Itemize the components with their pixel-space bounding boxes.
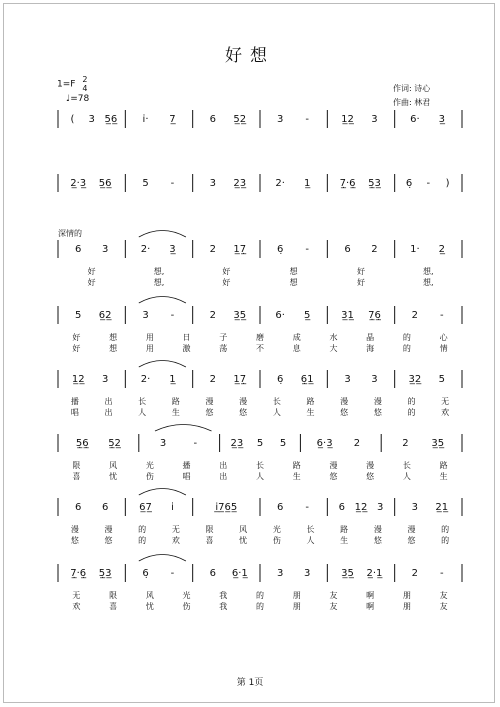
slur [155,425,212,432]
note: ) [445,178,450,189]
note: 1· [410,244,420,255]
lyric-syllable: 想 [289,267,298,276]
lyric-syllable: 心 [439,333,448,342]
lyric-syllable: 伤 [272,536,281,545]
lyric-syllable: 漫 [70,525,79,534]
lyric-syllable: 播 [70,397,79,406]
lyric-syllable: 无 [171,525,180,534]
lyric-syllable: 好 [72,333,81,342]
lyric-syllable: 人 [272,408,281,417]
lyric-syllable: 的 [256,602,264,611]
lyric-syllable: 的 [138,536,147,545]
lyric-syllable: 伤 [145,472,154,481]
lyric-syllable: 风 [145,591,154,600]
lyric-syllable: 人 [138,408,147,417]
lyric-syllable: 悠 [340,408,349,417]
lyric-syllable: 喜 [109,602,118,611]
note: 3 [411,502,419,513]
note: 7̣̲6̣̲ [368,310,381,321]
note: 3̲5̲ [431,438,445,449]
lyric-syllable: 伤 [182,602,191,611]
note: 2 [402,438,409,449]
lyric-syllable: 磨 [256,333,264,342]
lyric-syllable: 朋 [402,591,411,600]
lyric-syllable: 好 [87,278,96,287]
lyric-syllable: 忧 [239,536,248,545]
lyric-syllable: 喜 [205,536,214,545]
lyric-syllable: 的 [441,536,450,545]
lyric-syllable: 想 [289,278,298,287]
note: 3 [277,114,284,125]
note: 3 [344,374,351,385]
lyric-syllable: 的 [407,397,416,406]
lyric-syllable: 风 [109,461,118,470]
lyric-syllable: 限 [72,461,81,470]
note: 2̲3̲ [233,178,247,189]
note: 1̲ [169,374,176,385]
lyric-syllable: 路 [439,461,448,470]
lyric-syllable: 想 [109,333,118,342]
note: 6̲·1̲ [231,568,248,579]
lyric-syllable: 光 [145,461,154,470]
note: - [439,568,444,579]
lyric-syllable: 出 [104,397,113,406]
note: i̲7̲6̲5̲ [215,502,238,513]
lyric-syllable: 欢 [72,602,81,611]
note: 5̲2̲ [233,114,247,125]
lyric-syllable: 悠 [104,536,113,545]
lyric-syllable: 喜 [72,472,81,481]
lyric-syllable: 悠 [373,536,382,545]
note: i̇· [142,114,149,125]
lyric-syllable: 长 [402,461,411,470]
lyric-syllable: 的 [402,344,411,353]
lyric-syllable: 想 [109,344,118,353]
note: - [170,310,175,321]
lyric-syllable: 生 [306,408,315,417]
lyric-syllable: 漫 [373,397,382,406]
lyric-syllable: 忧 [109,472,118,481]
lyric-syllable: 好 [87,267,96,276]
note: - [193,438,198,449]
note: 3̲5̲ [341,568,354,579]
note: 2̲·1̲ [366,568,383,579]
expression-mark: 深情的 [58,229,82,238]
note: 2̲·3̲ [70,178,87,189]
lyric-syllable: 生 [292,472,301,481]
lyric-syllable: 漫 [366,461,375,470]
lyric-syllable: 想, [423,267,434,276]
lyric-syllable: 日 [182,333,191,342]
note: 6 [101,502,109,513]
time-signature-bottom: 4 [82,84,88,93]
lyric-syllable: 想, [153,278,165,287]
note: 6̲7̲ [139,502,152,513]
note: 5 [438,374,445,385]
note: 5 [279,438,287,449]
lyric-syllable: 大 [329,344,338,353]
lyric-syllable: 悠 [366,472,375,481]
note: 5̣̲2̲ [108,438,121,449]
note: 5 [142,178,149,189]
note: ( [70,114,75,125]
lyric-syllable: 欢 [441,408,450,417]
lyric-syllable: 播 [182,461,191,470]
note: 5̲6̲ [104,114,118,125]
lyric-syllable: 友 [329,602,338,611]
note: 1̲2̲ [341,114,354,125]
note: 1̲2̲ [71,374,85,385]
quarter-note-icon: ♩ [66,94,71,104]
lyric-syllable: 悠 [205,408,214,417]
lyric-syllable: 唱 [70,408,79,417]
lyric-syllable: 漫 [329,461,338,470]
lyric-syllable: 的 [402,333,411,342]
note: 2· [140,244,151,255]
note: - [170,568,175,579]
note: 3̲5̲ [233,310,247,321]
lyric-syllable: 的 [138,525,147,534]
slur [139,489,186,496]
note: 5 [75,310,82,321]
note: 6̣ [142,568,149,579]
lyric-syllable: 子 [219,333,228,342]
key-signature: 1=F [57,79,76,90]
lyric-syllable: 悠 [373,408,382,417]
note: 3 [159,438,167,449]
lyric-syllable: 我 [219,602,228,611]
note: 5̲6̲ [98,178,112,189]
lyric-syllable: 悠 [239,408,248,417]
note: 6 [75,502,82,513]
song-title: 好想 [225,46,275,66]
lyric-syllable: 风 [239,525,248,534]
lyric-syllable: 长 [306,525,315,534]
lyric-syllable: 啊 [366,591,375,600]
note: 7̣̲·6̣̲ [70,568,87,579]
note: 3 [209,178,217,189]
lyric-syllable: 我 [219,591,228,600]
composer-credit: 作曲: 林君 [393,98,431,107]
lyric-syllable: 的 [407,408,416,417]
note: 6 [209,114,217,125]
lyric-syllable: 啊 [366,602,375,611]
note: 6̣ [405,178,413,189]
lyric-syllable: 路 [306,397,315,406]
lyric-syllable: 用 [145,333,154,342]
note: 6̣̲1̲ [300,374,314,385]
note: - [170,178,175,189]
tempo-value: =78 [70,94,90,104]
note: 5 [256,438,264,449]
note: 6· [410,114,420,125]
lyric-syllable: 好 [222,267,231,276]
page-number: 第 1页 [236,678,264,688]
note: - [439,310,444,321]
lyric-syllable: 激 [182,344,191,353]
note: - [305,244,309,255]
lyric-syllable: 光 [272,525,281,534]
lyric-syllable: 长 [272,397,281,406]
lyric-syllable: 荡 [219,344,228,353]
lyric-syllable: 友 [439,591,448,600]
lyric-syllable: 晶 [366,333,375,342]
lyric-syllable: 漫 [205,397,214,406]
note: 3 [371,374,378,385]
lyric-syllable: 漫 [340,397,349,406]
note: 1̲7̣̲ [233,374,247,385]
lyric-syllable: 出 [219,472,228,481]
note: 2̲1̲ [435,502,449,513]
note: 6̲·3̲ [316,438,333,449]
note: - [426,178,431,189]
lyric-syllable: 想, [423,278,434,287]
lyric-syllable: 悠 [407,536,416,545]
lyric-syllable: 漫 [239,397,248,406]
note: 5̣̲3̲ [368,178,381,189]
lyric-syllable: 的 [256,591,264,600]
slur [139,361,186,368]
note: 6̲2̲ [98,310,112,321]
lyric-syllable: 用 [145,344,154,353]
note: 1̲2̲ [354,502,368,513]
note: 2 [209,244,217,255]
note: 2· [140,374,151,385]
lyric-syllable: 光 [182,591,191,600]
note: 2̲3̲ [230,438,244,449]
lyric-syllable: 的 [441,525,450,534]
note: 7̣̲·6̣̲ [339,178,356,189]
lyric-syllable: 长 [256,461,264,470]
lyric-syllable: 漫 [373,525,382,534]
lyric-syllable: 好 [72,344,81,353]
lyric-syllable: 息 [292,344,301,353]
time-signature-top: 2 [82,75,88,84]
lyric-syllable: 人 [306,536,315,545]
lyric-syllable: 生 [171,408,180,417]
note: 6̣ [277,244,284,255]
lyric-syllable: 人 [256,472,264,481]
note: - [305,114,309,125]
note: 5̣̲3̲ [98,568,112,579]
lyric-syllable: 路 [292,461,301,470]
note: 3 [88,114,95,125]
lyric-syllable: 好 [357,267,365,276]
note: 2 [209,374,217,385]
lyric-syllable: 欢 [171,536,180,545]
note: 6 [277,502,284,513]
note: 3̲1̲ [341,310,354,321]
lyric-syllable: 悠 [70,536,79,545]
note: 3 [303,568,311,579]
lyric-syllable: 漫 [104,525,113,534]
note: 2 [411,568,419,579]
lyricist-credit: 作词: 诗心 [393,84,431,93]
note: 6· [275,310,285,321]
lyric-syllable: 情 [439,344,448,353]
lyric-syllable: 出 [219,461,228,470]
note: 5̲ [303,310,311,321]
note: 2 [371,244,378,255]
note: 3 [101,244,109,255]
lyric-syllable: 忧 [145,602,154,611]
note: 2 [353,438,361,449]
note: 2· [275,178,285,189]
lyric-syllable: 路 [340,525,349,534]
lyric-syllable: 好 [222,278,231,287]
lyric-syllable: 朋 [292,591,301,600]
lyric-syllable: 人 [402,472,411,481]
note: 3 [277,568,284,579]
lyric-syllable: 成 [292,333,301,342]
lyric-syllable: 友 [329,591,338,600]
lyric-syllable: 无 [441,397,450,406]
lyric-syllable: 唱 [182,472,191,481]
lyric-syllable: 水 [329,333,338,342]
note: 5̣̲6̣̲ [75,438,89,449]
note: 6̣ [277,374,284,385]
note: 3 [101,374,109,385]
note: 1̲ [303,178,311,189]
lyric-syllable: 限 [109,591,118,600]
note: 3̲ [169,244,176,255]
lyric-syllable: 长 [138,397,147,406]
slur [139,231,186,238]
note: 7̲ [169,114,176,125]
note: 2 [411,310,419,321]
note: 6 [75,244,82,255]
slur [139,297,186,304]
lyric-syllable: 漫 [407,525,416,534]
note: 6 [338,502,345,513]
note: 6 [209,568,217,579]
lyric-syllable: 不 [256,344,264,353]
lyric-syllable: 朋 [402,602,411,611]
lyric-syllable: 无 [72,591,81,600]
lyric-syllable: 路 [171,397,180,406]
lyric-syllable: 友 [439,602,448,611]
note: 6 [344,244,351,255]
slur [139,555,186,562]
lyric-syllable: 限 [205,525,214,534]
note: i̇ [171,502,174,513]
note: - [305,502,309,513]
lyric-syllable: 朋 [292,602,301,611]
lyric-syllable: 出 [104,408,113,417]
lyric-syllable: 生 [340,536,349,545]
note: 3̲ [438,114,445,125]
note: 1̲7̣̲ [233,244,247,255]
lyric-syllable: 生 [439,472,448,481]
note: 2 [209,310,217,321]
note: 3 [142,310,149,321]
note: 3̲2̲ [408,374,422,385]
note: 3 [371,114,378,125]
note: 3 [377,502,384,513]
lyric-syllable: 海 [366,344,375,353]
lyric-syllable: 悠 [329,472,338,481]
lyric-syllable: 好 [357,278,365,287]
lyric-syllable: 想, [153,267,165,276]
note: 2̲ [438,244,445,255]
